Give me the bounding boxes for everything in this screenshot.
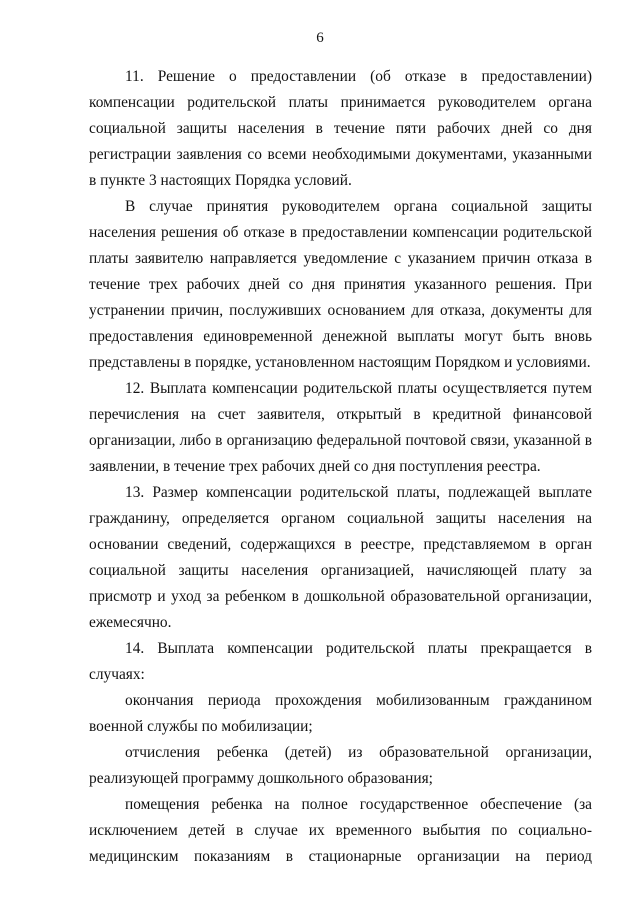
paragraph-refusal: В случае принятия руководителем органа социальной защиты населения решения об отказе в предоставлении компенсации родительской платы заявителю направляется уведомление с указанием причин отказа в течение трех рабочих дней со дня принятия указанного решения. При устранении причин, послуживших основанием для отказа, документы для предоставления единовременной денежной выплаты могут быть вновь представлены в порядке, установленном настоящим Порядком и условиями. (89, 198, 592, 371)
paragraph-12: 12. Выплата компенсации родительской платы осуществляется путем перечисления на счет заявителя, открытый в кредитной финансовой организации, либо в организацию федеральной почтовой связи, указанной в заявлении, в течение трех рабочих дней со дня поступления реестра. (89, 380, 592, 475)
paragraph-11: 11. Решение о предоставлении (об отказе в предоставлении) компенсации родительской платы принимается руководителем органа социальной защиты населения в течение пяти рабочих дней со дня регистрации заявления со всеми необходимыми документами, указанными в пункте 3 настоящих Порядка условий. (89, 68, 592, 189)
paragraph-case-state-care: помещения ребенка на полное государственное обеспечение (за исключением детей в случае их временного выбытия по социально-медицинским показаниям в стационарные организации на период (89, 796, 592, 865)
paragraph-case-expulsion: отчисления ребенка (детей) из образовательной организации, реализующей программу дошкольного образования; (89, 744, 592, 787)
paragraph-14: 14. Выплата компенсации родительской платы прекращается в случаях: (89, 640, 592, 683)
document-body (89, 64, 592, 870)
paragraph-13: 13. Размер компенсации родительской платы, подлежащей выплате гражданину, определяется органом социальной защиты населения на основании сведений, содержащихся в реестре, представляемом в орган социальной защиты населения организацией, начисляющей плату за присмотр и уход за ребенком в дошкольной образовательной организации, ежемесячно. (89, 484, 592, 631)
page-number: 6 (316, 30, 324, 46)
paragraph-case-mobilization: окончания периода прохождения мобилизованным гражданином военной службы по мобилизации; (89, 692, 592, 735)
